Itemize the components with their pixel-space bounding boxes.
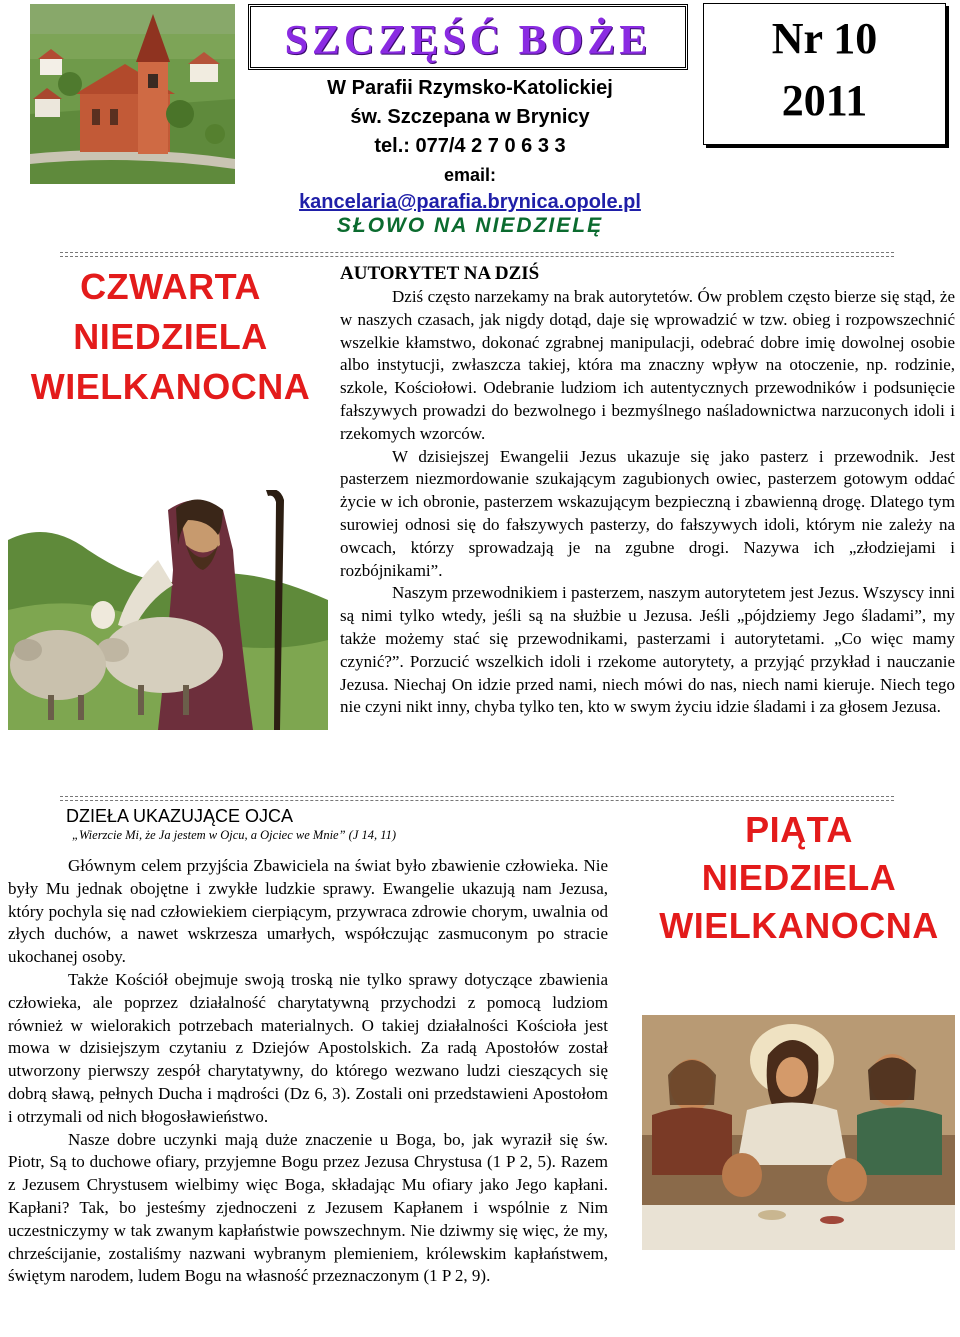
- good-shepherd-image: [8, 490, 328, 730]
- separator-middle: [60, 796, 894, 801]
- section-label: SŁOWO NA NIEDZIELĘ: [336, 214, 604, 237]
- article-authority-title: AUTORYTET NA DZIŚ: [340, 263, 540, 284]
- article-works-paragraph: Głównym celem przyjścia Zbawiciela na świat było zbawienie człowieka. Nie były Mu jednak obojętne i zwykłe ludzkie sprawy. Ewangelie ukazują nam Jezusa, który pochyla się nad człowiekiem cierpiącym, przywraca zdrowie chorym, uwalnia od złych duchów, a nawet wskrzesza umarłych, współczując zasmuconym po stracie ukochanej osoby.: [8, 856, 608, 967]
- left-heading-line1: CZWARTA: [80, 266, 261, 307]
- last-supper-illustration: [642, 1015, 955, 1250]
- newsletter-title-box: [248, 4, 688, 70]
- separator-top: [60, 252, 894, 257]
- article-authority-paragraph: Naszym przewodnikiem i pasterzem, naszym autorytetem jest Jezus. Wszyscy inni są nimi tylko wtedy, jeśli są na służbie u Jezusa. Jeśli „pójdziemy Jego śladami”, my także możemy stać się przewodnikami, pasterzami i autorytetami. „Co więc mamy czynić?”. Porzucić wszelkich idoli i rzekome autorytety, a przyjąć przykład i nauczanie Jezusa. Niechaj On idzie przed nami, niech mówi do nas, niech nami kieruje. Niech tego nie czyni nikt inny, chyba tylko ten, kto w swym życiu idzie śladami i za głosem Jezusa.: [340, 583, 955, 717]
- right-heading-line3: WIELKANOCNA: [659, 905, 939, 946]
- article-authority-paragraph: Dziś często narzekamy na brak autorytetów. Ów problem często bierze się stąd, że w naszych czasach, jak nigdy dotąd, daje się wprowadzić w tzw. obieg i rozpowszechnić wszelkie kłamstwo, dokonać zgrabnej manipulacji, odebrać dobre imię dowolnej osobie albo instytucji, zwłaszcza takiej, która ma znaczny wpływ na otoczenie, np. rodzinie, szkole, Kościołowi. Odebranie ludziom ich autentycznych przewodników i podsunięcie fałszywych prowadzi do bezwolnego i bezmyślnego naśladownictwa narzuconych idoli i rzekomych wzorców.: [340, 287, 955, 443]
- parish-email-label: email:: [443, 165, 497, 185]
- issue-number: Nr 10: [771, 14, 878, 63]
- parish-email-container: [250, 188, 690, 217]
- church-illustration: [30, 4, 235, 184]
- article-works-paragraph: Nasze dobre uczynki mają duże znaczenie u Boga, bo, jak wyraził się św. Piotr, Są to duchowe ofiary, przyjemne Bogu przez Jezusa Chrystusa (1 P 2, 5). Razem z Jezusem Chrystusem wielbimy więc Boga, składając Mu ofiary jako Jego kapłani. Kapłani? Tak, bo jesteśmy zjednoczeni z Jezusem Kapłanem i wspólnie z Nim uczestniczymy w tak zwanym kapłaństwie powszechnym. Nie dziwmy się więc, że my, chrześcijanie, zostaliśmy nazwani wybranym plemieniem, królewskim kapłaństwem, świętym narodem, ludem Bogu na własność przeznaczonym (1 P 2, 9).: [8, 1129, 608, 1286]
- article-authority-paragraph: W dzisiejszej Ewangelii Jezus ukazuje się jako pasterz i przewodnik. Jest pasterzem niezmordowanie szukającym zagubionych owiec, pasterzem gotowym oddać życie w ich obronie, pasterzem wskazującym bezpieczną i zbawienną drogę. Dlatego tym surowiej odnosi się do fałszywych pasterzy, do fałszywych idoli, którym nie zależy na owcach, którzy sprowadzają je na zgubne drogi. Nazywa ich „złodziejami i rozbójnikami”.: [340, 446, 955, 580]
- good-shepherd-illustration: [8, 490, 328, 730]
- left-sunday-heading: [8, 262, 333, 412]
- newsletter-title: SZCZĘŚĆ BOŻE: [284, 18, 652, 64]
- issue-box: [703, 3, 946, 145]
- issue-year: 2011: [781, 76, 868, 125]
- left-heading-line3: WIELKANOCNA: [30, 366, 311, 407]
- article-works-quote: „Wierzcie Mi, że Ja jestem w Ojcu, a Ojciec we Mnie” (J 14, 11): [72, 828, 396, 842]
- article-works-paragraph: Także Kościół obejmuje swoją troską nie tylko sprawy dotyczące zbawienia człowieka, ale poprzez działalność charytatywną przychodzi z pomocą ludziom również w wielorakich potrzebach materialnych. O takiej działalności Kościoła jest mowa w dzisiejszym czytaniu z Dziejów Apostolskich. Za radą Apostołów został utworzony pierwszy zespół charytatywny, do którego wezwano ludzi cieszących się dobrą sławą, pełnych Ducha i mądrości (Dz 6, 3). Zostali oni przedstawieni Apostołom i otrzymali od nich błogosławieństwo.: [8, 969, 608, 1126]
- right-heading-line1: PIĄTA: [745, 809, 853, 850]
- right-heading-line2: NIEDZIELA: [701, 857, 897, 898]
- parish-line-2: św. Szczepana w Brynicy: [350, 106, 590, 128]
- parish-email-link[interactable]: kancelaria@parafia.brynica.opole.pl: [299, 191, 641, 213]
- right-sunday-heading: [640, 806, 958, 950]
- article-authority: [340, 262, 955, 719]
- article-works: [8, 805, 608, 1288]
- church-photo: [30, 4, 235, 184]
- parish-line-1: W Parafii Rzymsko-Katolickiej: [327, 77, 613, 99]
- article-works-title: DZIEŁA UKAZUJĄCE OJCA: [66, 806, 294, 826]
- last-supper-image: [642, 1015, 955, 1250]
- left-heading-line2: NIEDZIELA: [73, 316, 268, 357]
- parish-phone: tel.: 077/4 2 7 0 6 3 3: [374, 135, 566, 157]
